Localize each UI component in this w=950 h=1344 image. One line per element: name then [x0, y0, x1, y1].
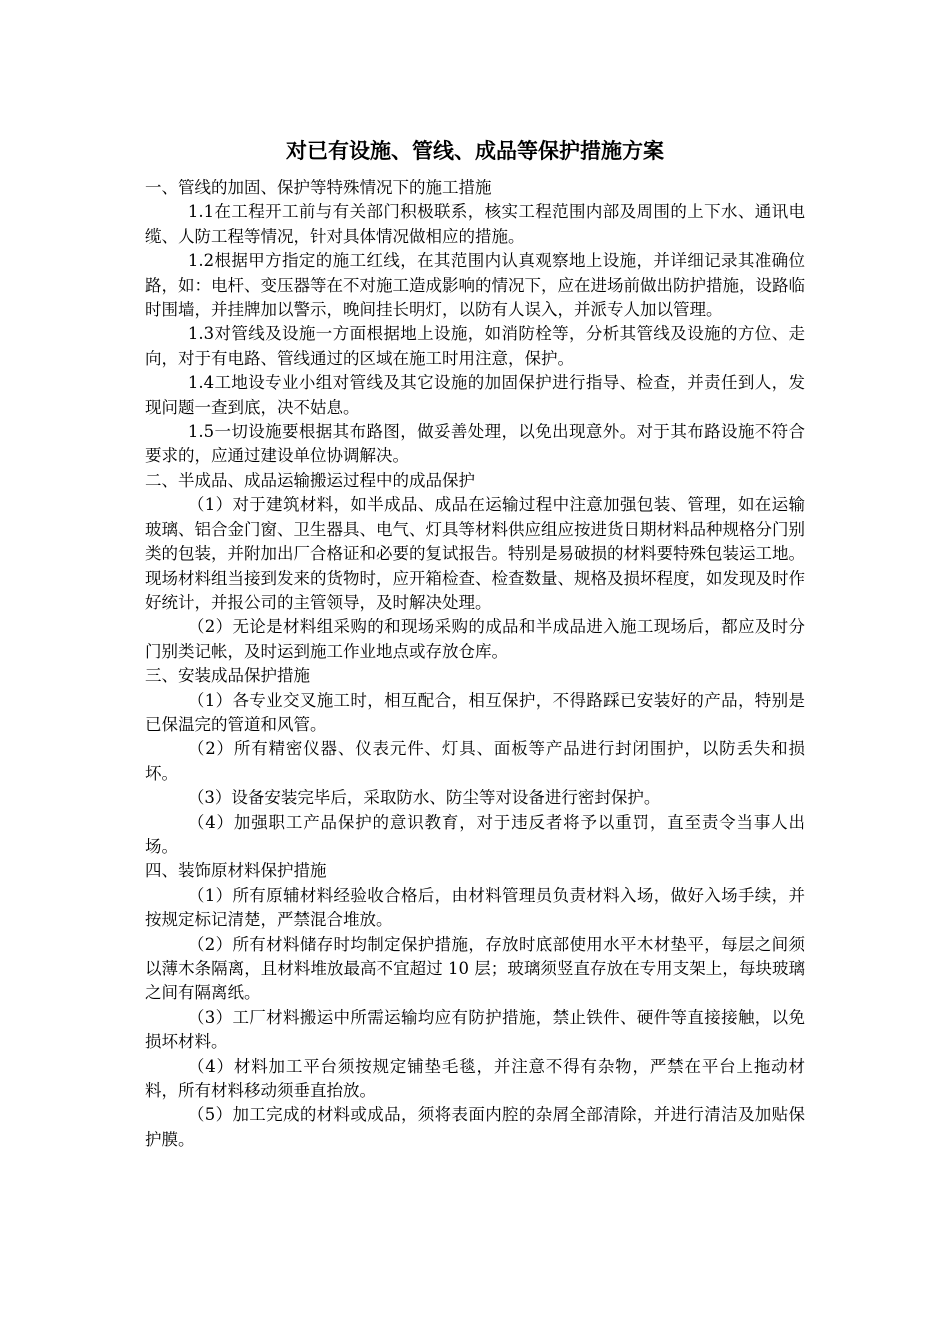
paragraph: （4）加强职工产品保护的意识教育，对于违反者将予以重罚，直至责令当事人出场。 [145, 812, 805, 856]
paragraph: （4）材料加工平台须按规定铺垫毛毯，并注意不得有杂物，严禁在平台上拖动材料，所有材料移动须垂直抬放。 [145, 1056, 805, 1101]
paragraph: 1.4工地设专业小组对管线及其它设施的加固保护进行指导、检查，并责任到人，发现问题一查到底，决不姑息。 [145, 373, 805, 417]
section-heading: 四、装饰原材料保护措施 [145, 861, 327, 881]
paragraph: （2）所有精密仪器、仪表元件、灯具、面板等产品进行封闭围护，以防丢失和损坏。 [145, 739, 805, 783]
section-heading: 一、管线的加固、保护等特殊情况下的施工措施 [145, 178, 492, 197]
paragraph: （2）所有材料储存时均制定保护措施，存放时底部使用水平木材垫平，每层之间须以薄木条隔离，且材料堆放最高不宜超过 10 层；玻璃须竖直存放在专用支架上，每块玻璃之间有隔离纸。 [145, 934, 805, 1003]
document-body [145, 176, 805, 1152]
paragraph: （5）加工完成的材料或成品，须将表面内腔的杂屑全部清除，并进行清洁及加贴保护膜。 [145, 1105, 805, 1149]
paragraph: （2）无论是材料组采购的和现场采购的成品和半成品进入施工现场后，都应及时分门别类记帐，及时运到施工作业地点或存放仓库。 [145, 617, 805, 661]
paragraph: 1.5一切设施要根据其布路图，做妥善处理，以免出现意外。对于其布路设施不符合要求的，应通过建设单位协调解决。 [145, 422, 805, 466]
paragraph: 1.3对管线及设施一方面根据地上设施，如消防栓等，分析其管线及设施的方位、走向，对于有电路、管线通过的区域在施工时用注意，保护。 [145, 324, 805, 368]
document-title: 对已有设施、管线、成品等保护措施方案 [286, 138, 664, 163]
section-heading: 三、安装成品保护措施 [145, 666, 310, 686]
paragraph: （1）对于建筑材料，如半成品、成品在运输过程中注意加强包装、管理，如在运输玻璃、铝合金门窗、卫生器具、电气、灯具等材料供应组应按进货日期材料品种规格分门别类的包装，并附加出厂合格证和必要的复试报告。特别是易破损的材料要特殊包装运工地。现场材料组当接到发来的货物时，应开箱检查、检查数量、规格及损坏程度，如发现及时作好统计，并报公司的主管领导，及时解决处理。 [145, 495, 805, 612]
paragraph: （3）设备安装完毕后，采取防水、防尘等对设备进行密封保护。 [187, 788, 661, 808]
paragraph: （1）各专业交叉施工时，相互配合，相互保护，不得路踩已安装好的产品，特别是已保温完的管道和风管。 [145, 690, 805, 734]
paragraph: 1.2根据甲方指定的施工红线，在其范围内认真观察地上设施，并详细记录其准确位路，如：电杆、变压器等在不对施工造成影响的情况下，应在进场前做出防护措施，设路临时围墙，并挂牌加以警示，晚间挂长明灯，以防有人误入，并派专人加以管理。 [145, 251, 805, 320]
paragraph: （3）工厂材料搬运中所需运输均应有防护措施，禁止铁件、硬件等直接接触，以免损坏材料。 [145, 1007, 805, 1052]
paragraph: 1.1在工程开工前与有关部门积极联系，核实工程范围内部及周围的上下水、通讯电缆、人防工程等情况，针对具体情况做相应的措施。 [145, 202, 805, 246]
paragraph: （1）所有原辅材料经验收合格后，由材料管理员负责材料入场，做好入场手续，并按规定标记清楚，严禁混合堆放。 [145, 885, 805, 930]
section-heading: 二、半成品、成品运输搬运过程中的成品保护 [145, 470, 475, 490]
